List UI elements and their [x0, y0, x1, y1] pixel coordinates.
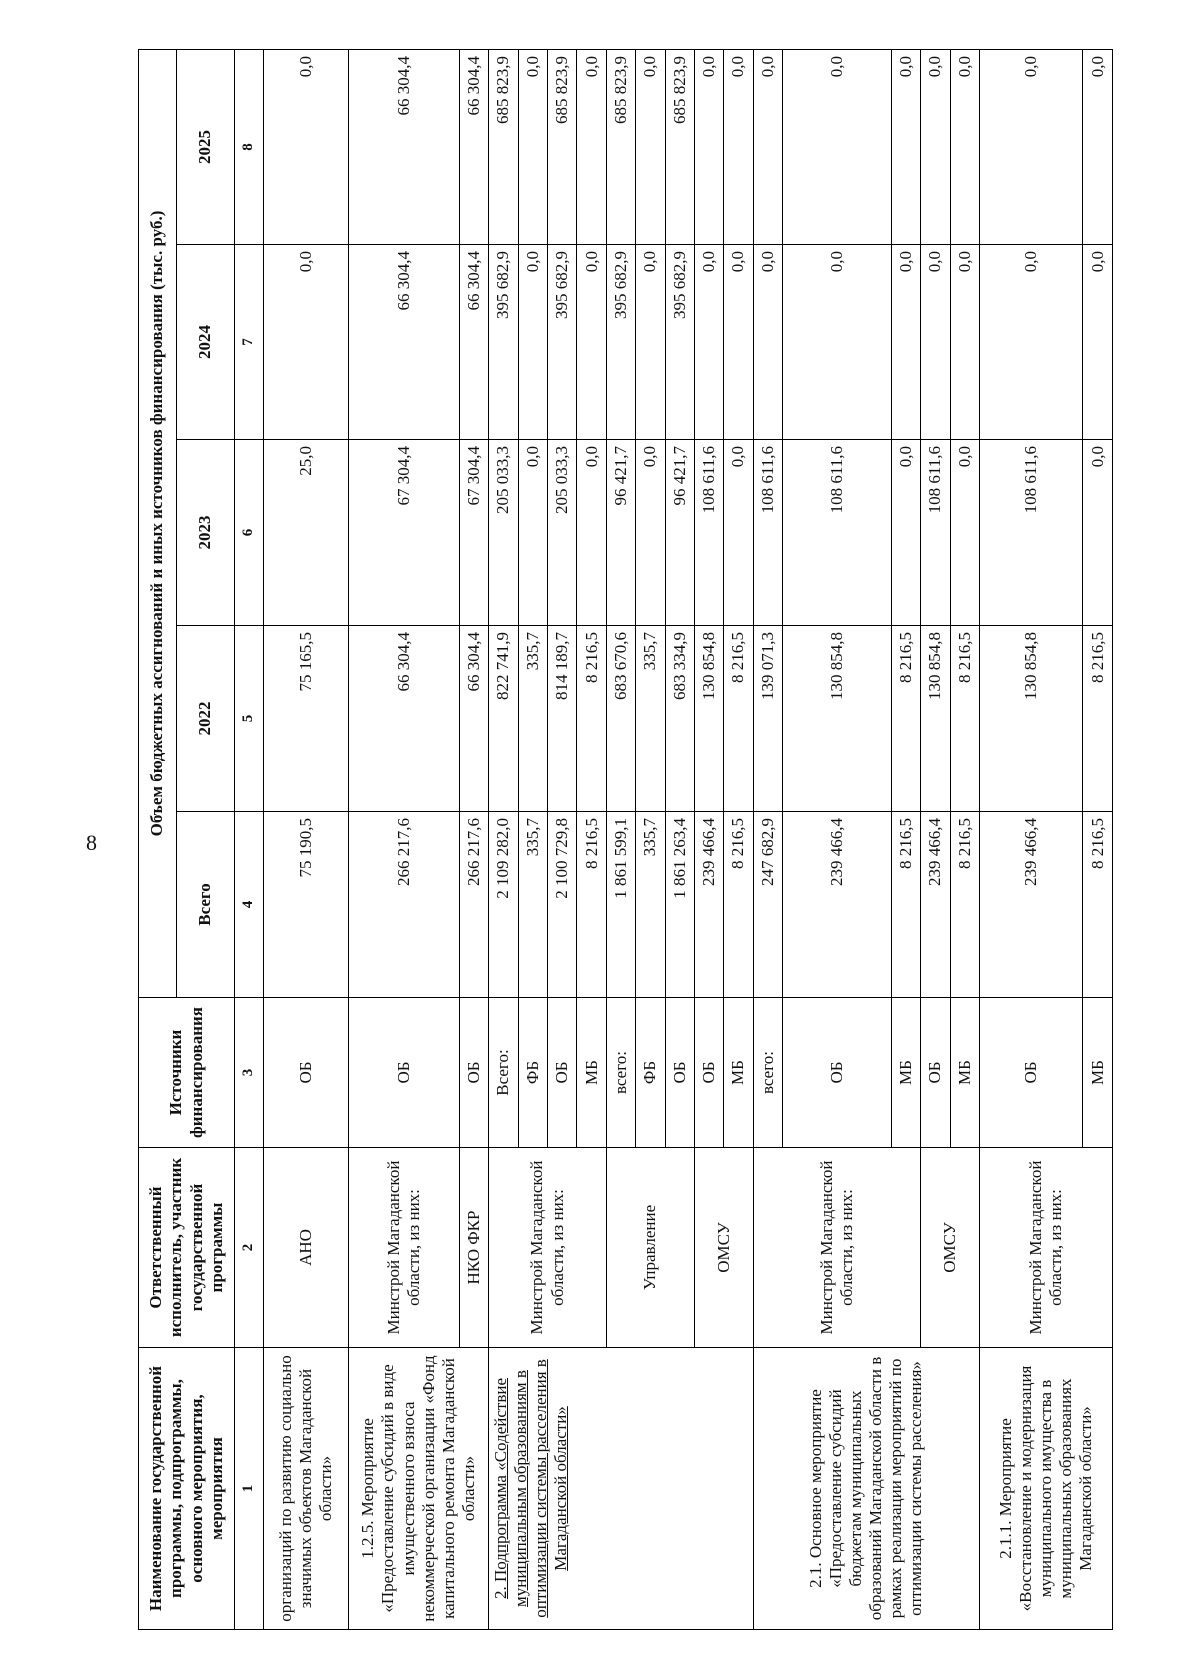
row-name: организаций по развитию социально значимых объектов Магаданской области»	[264, 1348, 349, 1630]
value-2024: 0,0	[980, 245, 1083, 440]
row-name	[489, 1348, 753, 1630]
value-total: 1 861 263,4	[665, 812, 694, 998]
value-2024: 0,0	[577, 245, 606, 440]
value-2022: 75 165,5	[264, 626, 349, 812]
row-source: ОБ	[548, 998, 577, 1148]
value-total: 239 466,4	[921, 812, 950, 998]
value-2025: 0,0	[891, 50, 920, 245]
value-2024: 66 304,4	[459, 245, 488, 440]
table-row	[348, 50, 459, 1630]
header-executor: Ответственный исполнитель, участник государственной программы	[139, 1148, 235, 1348]
value-2023: 108 611,6	[980, 440, 1083, 626]
row-executor: Минстрой Магаданской области, из них:	[348, 1148, 459, 1348]
value-2022: 139 071,3	[753, 626, 782, 812]
value-2024: 0,0	[636, 245, 665, 440]
value-2022: 8 216,5	[724, 626, 753, 812]
header-2023: 2023	[177, 440, 235, 626]
table-row	[753, 50, 782, 1630]
value-2024: 0,0	[264, 245, 349, 440]
value-2024: 0,0	[724, 245, 753, 440]
value-2023: 108 611,6	[921, 440, 950, 626]
value-2023: 108 611,6	[694, 440, 723, 626]
value-total: 239 466,4	[694, 812, 723, 998]
col-number: 5	[235, 626, 264, 812]
col-number: 4	[235, 812, 264, 998]
value-total: 8 216,5	[891, 812, 920, 998]
col-number: 3	[235, 998, 264, 1148]
row-source: ОБ	[980, 998, 1083, 1148]
value-2024: 0,0	[783, 245, 892, 440]
row-name: 2.1. Основное мероприятие «Предоставление субсидий бюджетам муниципальных образований Магаданской области в рамках реализации мероприятий по оптимизации системы расселения»	[753, 1348, 979, 1630]
value-total: 266 217,6	[348, 812, 459, 998]
row-source: МБ	[577, 998, 606, 1148]
value-2024: 0,0	[950, 245, 979, 440]
col-number: 1	[235, 1348, 264, 1630]
row-source: МБ	[891, 998, 920, 1148]
col-number: 2	[235, 1148, 264, 1348]
subprogram-title: 2. Подпрограмма «Содействие муниципальным образованиям в оптимизации системы расселения в Магаданской области»	[491, 1359, 571, 1618]
value-total: 1 861 599,1	[606, 812, 635, 998]
col-number: 7	[235, 245, 264, 440]
value-2024: 395 682,9	[606, 245, 635, 440]
row-source: всего:	[753, 998, 782, 1148]
row-source: ОБ	[459, 998, 488, 1148]
header-total: Всего	[177, 812, 235, 998]
value-total: 75 190,5	[264, 812, 349, 998]
value-2022: 66 304,4	[348, 626, 459, 812]
value-2023: 67 304,4	[459, 440, 488, 626]
value-2025: 0,0	[518, 50, 547, 245]
value-total: 2 109 282,0	[489, 812, 518, 998]
table-row	[264, 50, 349, 1630]
row-executor: Минстрой Магаданской области, из них:	[753, 1148, 921, 1348]
value-2024: 66 304,4	[348, 245, 459, 440]
value-2024: 395 682,9	[665, 245, 694, 440]
value-2025: 0,0	[921, 50, 950, 245]
value-total: 335,7	[636, 812, 665, 998]
value-2024: 0,0	[518, 245, 547, 440]
value-2022: 335,7	[636, 626, 665, 812]
value-2024: 0,0	[753, 245, 782, 440]
header-2024: 2024	[177, 245, 235, 440]
header-volume: Объем бюджетных ассигнований и иных источников финансирования (тыс. руб.)	[139, 50, 177, 998]
row-source: МБ	[950, 998, 979, 1148]
value-2025: 685 823,9	[606, 50, 635, 245]
value-2022: 8 216,5	[577, 626, 606, 812]
header-name: Наименование государственной программы, подпрограммы, основного мероприятия, мероприятия	[139, 1348, 235, 1630]
value-2025: 0,0	[694, 50, 723, 245]
row-source: всего:	[606, 998, 635, 1148]
value-2022: 683 670,6	[606, 626, 635, 812]
value-total: 247 682,9	[753, 812, 782, 998]
value-2022: 683 334,9	[665, 626, 694, 812]
rotated-table-container	[138, 50, 1113, 1630]
row-source: Всего:	[489, 998, 518, 1148]
value-2024: 0,0	[694, 245, 723, 440]
col-number: 8	[235, 50, 264, 245]
value-2025: 0,0	[950, 50, 979, 245]
row-source: ОБ	[694, 998, 723, 1148]
row-executor: ОМСУ	[921, 1148, 980, 1348]
value-2023: 205 033,3	[548, 440, 577, 626]
value-2023: 0,0	[724, 440, 753, 626]
value-2025: 0,0	[783, 50, 892, 245]
col-number: 6	[235, 440, 264, 626]
row-executor: Управление	[606, 1148, 694, 1348]
value-2025: 685 823,9	[665, 50, 694, 245]
value-2024: 0,0	[1083, 245, 1113, 440]
value-2022: 8 216,5	[950, 626, 979, 812]
row-executor: Минстрой Магаданской области, из них:	[980, 1148, 1113, 1348]
value-2025: 685 823,9	[548, 50, 577, 245]
value-2025: 0,0	[636, 50, 665, 245]
value-2022: 130 854,8	[694, 626, 723, 812]
value-total: 2 100 729,8	[548, 812, 577, 998]
value-2022: 130 854,8	[980, 626, 1083, 812]
value-2023: 25,0	[264, 440, 349, 626]
value-2022: 822 741,9	[489, 626, 518, 812]
value-2025: 0,0	[753, 50, 782, 245]
value-2025: 66 304,4	[348, 50, 459, 245]
value-2024: 395 682,9	[548, 245, 577, 440]
row-source: ОБ	[921, 998, 950, 1148]
value-2023: 205 033,3	[489, 440, 518, 626]
header-sources: Источники финансирования	[139, 998, 235, 1148]
row-executor: Минстрой Магаданской области, из них:	[489, 1148, 607, 1348]
row-source: МБ	[1083, 998, 1113, 1148]
financing-table	[138, 49, 1113, 1630]
value-total: 335,7	[518, 812, 547, 998]
row-executor: ОМСУ	[694, 1148, 753, 1348]
value-2023: 108 611,6	[783, 440, 892, 626]
value-2025: 0,0	[264, 50, 349, 245]
value-2025: 66 304,4	[459, 50, 488, 245]
value-2022: 130 854,8	[783, 626, 892, 812]
header-2025: 2025	[177, 50, 235, 245]
value-total: 8 216,5	[577, 812, 606, 998]
row-source: ОБ	[348, 998, 459, 1148]
page-number: 8	[86, 830, 97, 855]
value-2025: 0,0	[980, 50, 1083, 245]
row-source: ОБ	[665, 998, 694, 1148]
row-source: ФБ	[518, 998, 547, 1148]
header-2022: 2022	[177, 626, 235, 812]
value-2025: 685 823,9	[489, 50, 518, 245]
value-2022: 335,7	[518, 626, 547, 812]
value-2023: 0,0	[636, 440, 665, 626]
value-2022: 8 216,5	[891, 626, 920, 812]
value-2023: 0,0	[577, 440, 606, 626]
value-2023: 0,0	[1083, 440, 1113, 626]
value-total: 266 217,6	[459, 812, 488, 998]
value-2023: 67 304,4	[348, 440, 459, 626]
value-2022: 130 854,8	[921, 626, 950, 812]
value-2023: 96 421,7	[606, 440, 635, 626]
value-total: 8 216,5	[1083, 812, 1113, 998]
row-source: ОБ	[783, 998, 892, 1148]
value-2025: 0,0	[577, 50, 606, 245]
value-total: 239 466,4	[783, 812, 892, 998]
value-total: 8 216,5	[724, 812, 753, 998]
row-executor: НКО ФКР	[459, 1148, 488, 1348]
value-total: 8 216,5	[950, 812, 979, 998]
value-2023: 108 611,6	[753, 440, 782, 626]
row-executor: АНО	[264, 1148, 349, 1348]
value-2023: 0,0	[891, 440, 920, 626]
row-source: МБ	[724, 998, 753, 1148]
value-2022: 66 304,4	[459, 626, 488, 812]
value-2022: 814 189,7	[548, 626, 577, 812]
value-2023: 96 421,7	[665, 440, 694, 626]
value-2023: 0,0	[950, 440, 979, 626]
value-2022: 8 216,5	[1083, 626, 1113, 812]
table-row	[980, 50, 1083, 1630]
value-2024: 0,0	[891, 245, 920, 440]
row-name: 2.1.1. Мероприятие «Восстановление и модернизация муниципального имущества в муниципальных образованиях Магаданской области»	[980, 1348, 1113, 1630]
value-2025: 0,0	[724, 50, 753, 245]
value-2023: 0,0	[518, 440, 547, 626]
value-2024: 395 682,9	[489, 245, 518, 440]
value-2025: 0,0	[1083, 50, 1113, 245]
value-2024: 0,0	[921, 245, 950, 440]
row-name: 1.2.5. Мероприятие «Предоставление субсидий в виде имущественного взноса некоммерческой организации «Фонд капитального ремонта Магаданской области»	[348, 1348, 488, 1630]
table-row	[489, 50, 518, 1630]
value-total: 239 466,4	[980, 812, 1083, 998]
row-source: ОБ	[264, 998, 349, 1148]
row-source: ФБ	[636, 998, 665, 1148]
